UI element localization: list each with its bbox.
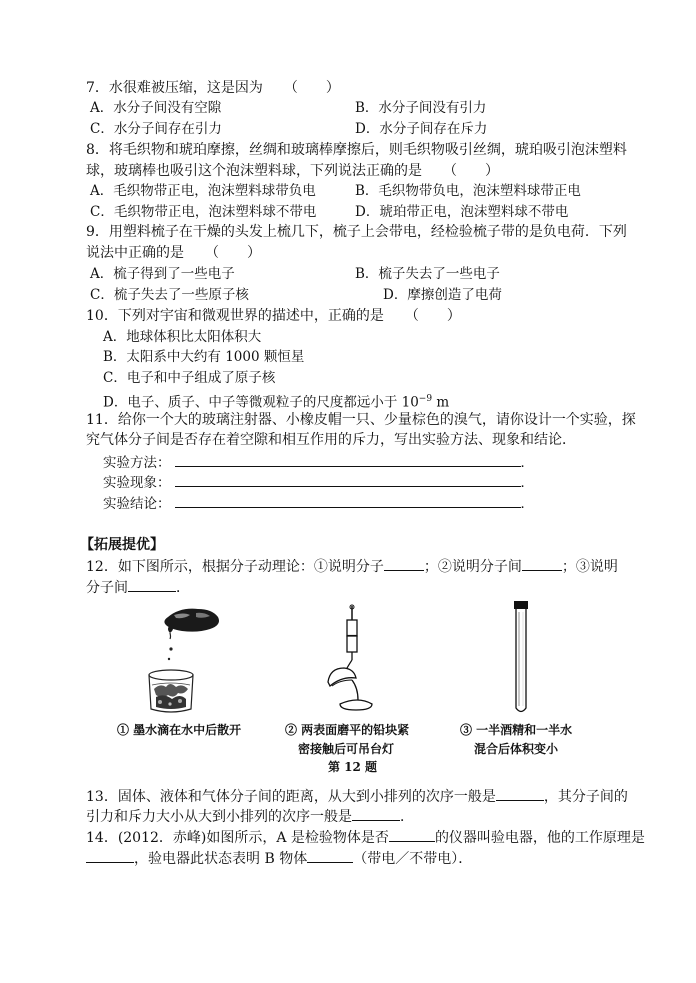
q14-stem-line1: 14．(2012．赤峰)如图所示，A 是检验物体是否 的仪器叫验电器，他的工作原理是 (86, 827, 645, 848)
figure-caption-ink: ① 墨水滴在水中后散开 (117, 723, 242, 737)
q10-stem: 10．下列对宇宙和微观世界的描述中，正确的是 （ ） (86, 308, 461, 324)
q7-option-d: D．水分子间存在斥力 (355, 121, 488, 137)
q11-method-row: 实验方法： ． (103, 452, 534, 473)
q11-conclusion-answer-line[interactable] (175, 493, 521, 508)
q9-option-c: C．梳子失去了一些原子核 (90, 287, 249, 303)
q10-option-d-exponent: −9 (418, 394, 433, 404)
figure-caption-tube-line1: ③ 一半酒精和一半水 (460, 723, 573, 737)
q13-blank-1[interactable] (496, 786, 544, 801)
q11-stem-line1: 11．给你一个大的玻璃注射器、小橡皮帽一只、少量棕色的溴气，请你设计一个实验，探 (86, 412, 636, 428)
q12-stem-line1: 12．如下图所示，根据分子动理论：①说明分子 ；②说明分子间 ；③说明 (86, 556, 618, 577)
ink-diffusion-illustration (140, 603, 235, 715)
q9-option-d: D．摩擦创造了电荷 (383, 287, 502, 303)
q8-stem-line1: 8．将毛织物和琥珀摩擦，丝绸和玻璃棒摩擦后，则毛织物吸引丝绸，琥珀吸引泡沫塑料 (86, 142, 627, 158)
q8-option-b: B．毛织物带负电，泡沫塑料球带正电 (355, 183, 581, 199)
q14-blank-1[interactable] (389, 827, 435, 842)
q11-method-answer-line[interactable] (175, 452, 521, 467)
q14-blank-2[interactable] (86, 848, 134, 863)
q14-blank-3[interactable] (307, 848, 353, 863)
q14-stem-line2: ，验电器此状态表明 B 物体 （带电／不带电）． (86, 848, 472, 869)
q10-option-c: C．电子和中子组成了原子核 (103, 370, 276, 386)
q10-option-d: D．电子、质子、中子等微观粒子的尺度都远小于 $10^{-9}$ m (103, 394, 450, 411)
q9-stem-line2: 说法中正确的是 （ ） (86, 245, 261, 261)
q9-stem-line1: 9．用塑料梳子在干燥的头发上梳几下，梳子上会带电，经检验梳子带的是负电荷．下列 (86, 224, 627, 240)
lead-block-lamp-illustration (322, 604, 392, 712)
q7-option-c: C．水分子间存在引力 (90, 121, 222, 137)
q7-stem: 7．水很难被压缩，这是因为 （ ） (86, 80, 340, 96)
q12-blank-1[interactable] (384, 556, 424, 571)
q8-option-c: C．毛织物带正电，泡沫塑料球不带电 (90, 204, 317, 220)
section-title: 【拓展提优】 (80, 537, 164, 553)
q12-stem-line2: 分子间 ． (86, 577, 190, 598)
figure-caption-lead-line1: ② 两表面磨平的铅块紧 (285, 723, 410, 737)
q8-option-d: D．琥珀带正电，泡沫塑料球不带电 (355, 204, 569, 220)
figure-caption-lead-line2: 密接触后可吊台灯 (298, 742, 395, 756)
q13-stem-line1: 13．固体、液体和气体分子间的距离，从大到小排列的次序一般是 ，其分子间的 (86, 786, 628, 807)
q11-stem-line2: 究气体分子间是否存在着空隙和相互作用的斥力，写出实验方法、现象和结论． (86, 432, 576, 448)
q8-option-a: A．毛织物带正电，泡沫塑料球带负电 (90, 183, 316, 199)
figure-caption-tube-line2: 混合后体积变小 (474, 742, 559, 756)
q7-option-a: A．水分子间没有空隙 (90, 100, 222, 116)
q11-phenomenon-answer-line[interactable] (175, 472, 521, 487)
alcohol-water-tube-illustration (508, 600, 538, 716)
q13-stem-line2: 引力和斥力大小从大到小排列的次序一般是 ． (86, 806, 414, 827)
q11-conclusion-row: 实验结论： ． (103, 493, 534, 514)
q9-option-a: A．梳子得到了一些电子 (90, 266, 235, 282)
q12-blank-3[interactable] (128, 577, 176, 592)
q10-option-b: B．太阳系中大约有 1000 颗恒星 (103, 349, 305, 365)
q13-blank-2[interactable] (352, 806, 400, 821)
figure-number-label: 第 12 题 (328, 760, 378, 774)
q10-option-a: A．地球体积比太阳体积大 (103, 329, 262, 345)
q11-phenomenon-row: 实验现象： ． (103, 472, 534, 493)
q8-stem-line2: 球，玻璃棒也吸引这个泡沫塑料球，下列说法正确的是 （ ） (86, 163, 499, 179)
q7-option-b: B．水分子间没有引力 (355, 100, 487, 116)
q9-option-b: B．梳子失去了一些电子 (355, 266, 500, 282)
q12-blank-2[interactable] (522, 556, 562, 571)
